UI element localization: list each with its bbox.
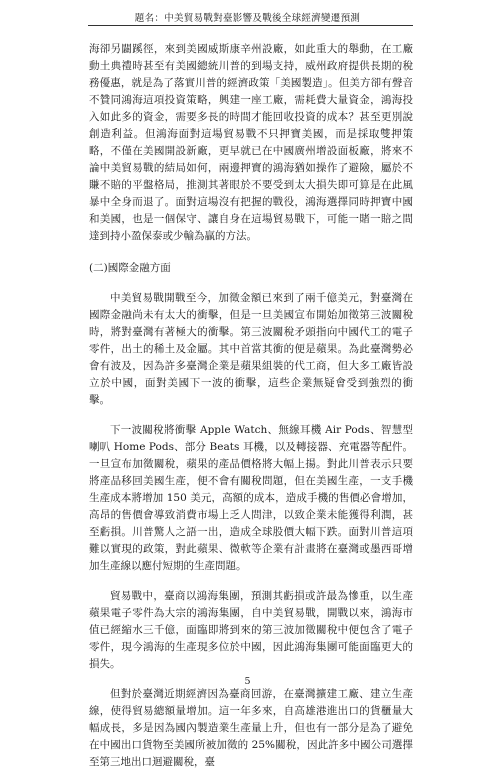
- paragraph-3: 下一波關稅將衝擊 Apple Watch、無線耳機 Air Pods、智慧型喇叭 Home Pods、部分 Beats 耳機，以及轉接器、充電器等配件。一旦宣布加徵關稅，蘋果的產品價格將大幅上揚。對此川普表示只要將產品移回美國生產，便不會有關稅問題，但在美國生產，一支手機生產成本將增加 150 美元，高額的成本，造成手機的售價必會增加，高昂的售價會導致消費市場上乏人問津，以致企業未能獲得利潤，甚至虧損。川普驚人之語一出，造成全球股價大幅下跌。面對川普這項難以實現的政策，對此蘋果、微軟等企業有計畫將在臺灣或墨西哥增加生產線以應付短期的生產問題。: [89, 424, 413, 572]
- section-heading: (二)國際金融方面: [89, 262, 171, 274]
- paragraph-1: 海卻另闢蹊徑，來到美國威斯康辛州設廠，如此重大的舉動，在工廠動土典禮時甚至有美國總統川普的到場支持，威州政府提供長期的稅務優惠，就是為了落實川普的經濟政策「美國製造」。但美方卻有聲音不贊同鴻海這項投資策略，興建一座工廠，需耗費大量資金，鴻海投入如此多的資金，需要多長的時間才能回收投資的成本？甚至更別說創造利益。但鴻海面對這場貿易戰不只押寶美國，而是採取雙押策略，不僅在美國開設新廠，更早就已在中國廣州增設面板廠，將來不論中美貿易戰的結局如何，兩邊押寶的鴻海猶如操作了避險，屬於不賺不賠的平盤格局，推測其著眼於不要受到太大損失即可算是在此風暴中全身而退了。面對這場沒有把握的戰役，鴻海選擇同時押寶中國和美國，也是一個保守、讓自身在這場貿易戰下，可能一賭一賠之間達到持小盈保泰或少輸為贏的方法。: [89, 43, 413, 242]
- running-header: 題名：中美貿易戰對臺影響及戰後全球經濟變遷預測: [134, 13, 361, 24]
- page-body: [89, 41, 413, 771]
- paragraph-4: 貿易戰中，臺商以鴻海集團，預測其虧損或許最為慘重，以生產蘋果電子零件為大宗的鴻海集團，自中美貿易戰，開戰以來，鴻海市值已經縮水三千億，面臨即將到來的第三波加徵關稅中便包含了電子零件，現今鴻海的生產現多位於中國，因此鴻海集團可能面臨更大的損失。: [89, 590, 413, 670]
- paragraph-2: 中美貿易戰開戰至今，加徵金額已來到了兩千億美元，對臺灣在國際金融尚未有太大的衝擊，但是一旦美國宣布開始加徵第三波關稅時，將對臺灣有著極大的衝擊。第三波關稅矛頭指向中國代工的電子零件，出土的稀土及金屬。其中首當其衝的便是蘋果。為此臺灣勢必會有波及，因為許多臺灣企業是蘋果組裝的代工商，但大多工廠皆設立於中國，面對美國下一波的衝擊，這些企業無疑會受到強烈的衝擊。: [89, 292, 413, 406]
- header-rule: [88, 25, 413, 26]
- page-number: 5: [244, 676, 251, 687]
- paragraph-5: 但對於臺灣近期經濟因為臺商回游，在臺灣擴建工廠、建立生產線，使得貿易總額量增加。這一年多來，自高雄港進出口的貨櫃量大幅成長，多是因為國內製造業生產量上升，但也有一部分是為了避免在中國出口貨物至美國所被加徵的 25%關稅，因此許多中國公司選擇至第三地出口迴避關稅，臺: [89, 688, 413, 768]
